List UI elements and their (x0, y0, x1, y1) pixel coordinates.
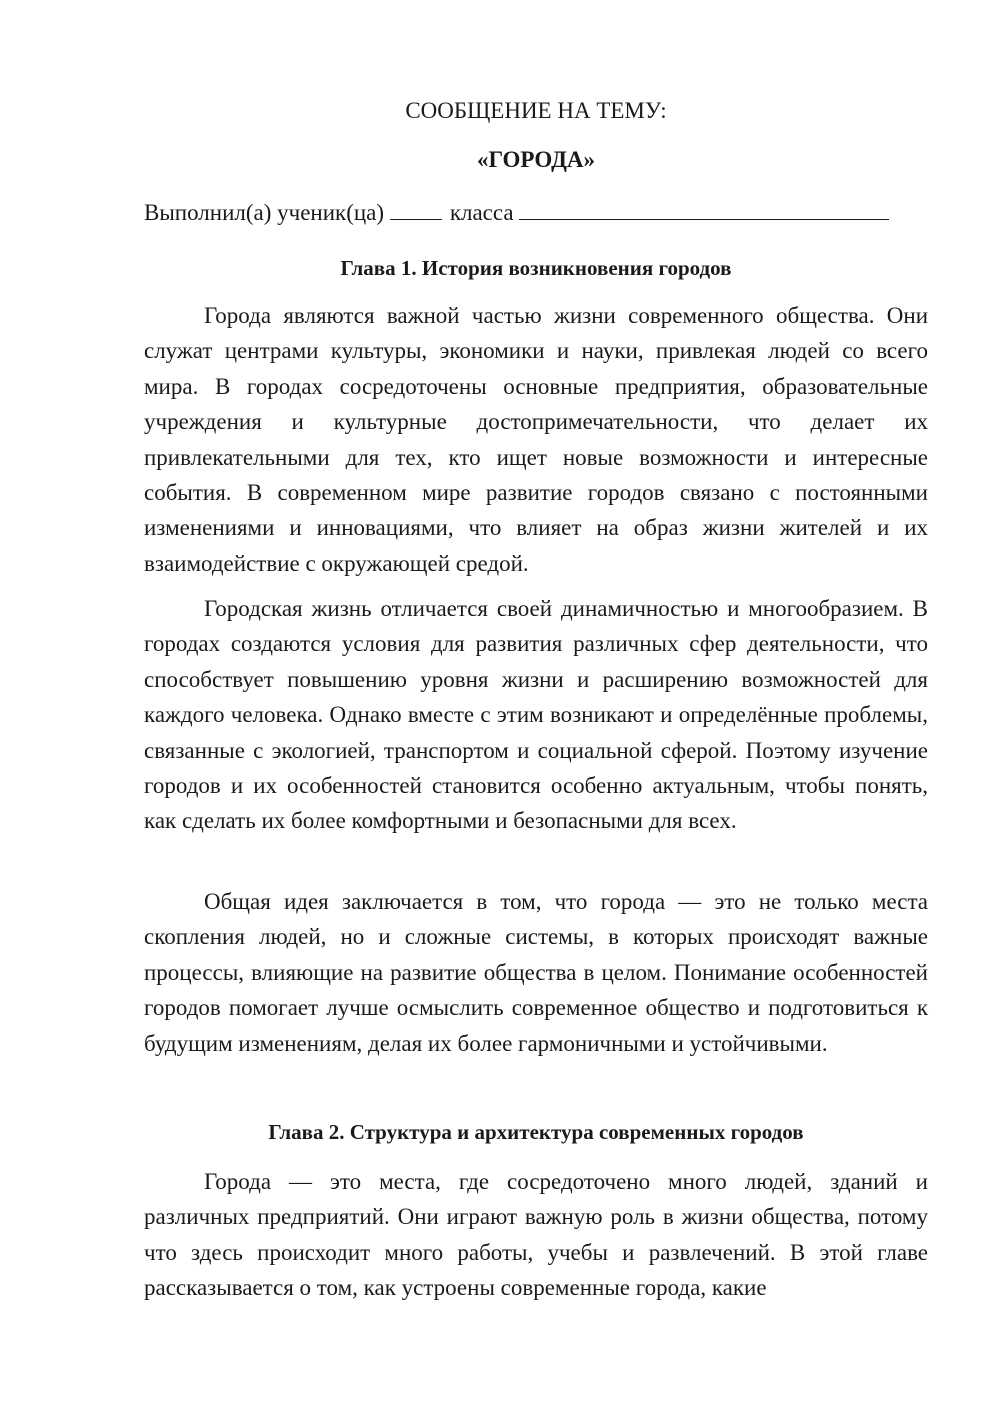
name-blank (519, 197, 889, 220)
grade-blank (390, 197, 442, 220)
chapter-2-heading: Глава 2. Структура и архитектура современных городов (268, 1120, 804, 1144)
class-label: класса (449, 200, 514, 225)
chapter-1-paragraph-2: Городская жизнь отличается своей динамичностью и многообразием. В городах создаются условия для развития различных сфер деятельности, что способствует повышению уровня жизни и расширению возможностей для каждого человека. Однако вместе с этим возникают и определённые проблемы, связанные с экологией, транспортом и социальной сферой. Поэтому изучение городов и их особенностей становится особенно актуальным, чтобы понять, как сделать их более комфортными и безопасными для всех. (144, 596, 928, 834)
chapter-2-paragraph-1: Города — это места, где сосредоточено много людей, зданий и различных предприятий. Они играют важную роль в жизни общества, потому что здесь происходит много работы, учебы и развлечений. В этой главе рассказывается о том, как устроены современные города, какие (144, 1169, 928, 1301)
document-title: СООБЩЕНИЕ НА ТЕМУ: (405, 98, 667, 123)
document-topic: «ГОРОДА» (476, 147, 596, 172)
chapter-1-heading: Глава 1. История возникновения городов (340, 256, 732, 280)
chapter-1-paragraph-3: Общая идея заключается в том, что города — это не только места скопления людей, но и сложные системы, в которых происходят важные процессы, влияющие на развитие общества в целом. Понимание особенностей городов помогает лучше осмыслить современное общество и подготовиться к будущим изменениям, делая их более гармоничными и устойчивыми. (144, 889, 928, 1056)
student-line (144, 197, 928, 228)
chapter-1-paragraph-1: Города являются важной частью жизни современного общества. Они служат центрами культуры, экономики и науки, привлекая людей со всего мира. В городах сосредоточены основные предприятия, образовательные учреждения и культурные достопримечательности, что делает их привлекательными для тех, кто ищет новые возможности и интересные события. В современном мире развитие городов связано с постоянными изменениями и инновациями, что влияет на образ жизни жителей и их взаимодействие с окружающей средой. (144, 303, 928, 576)
student-label: Выполнил(а) ученик(ца) (144, 200, 385, 225)
